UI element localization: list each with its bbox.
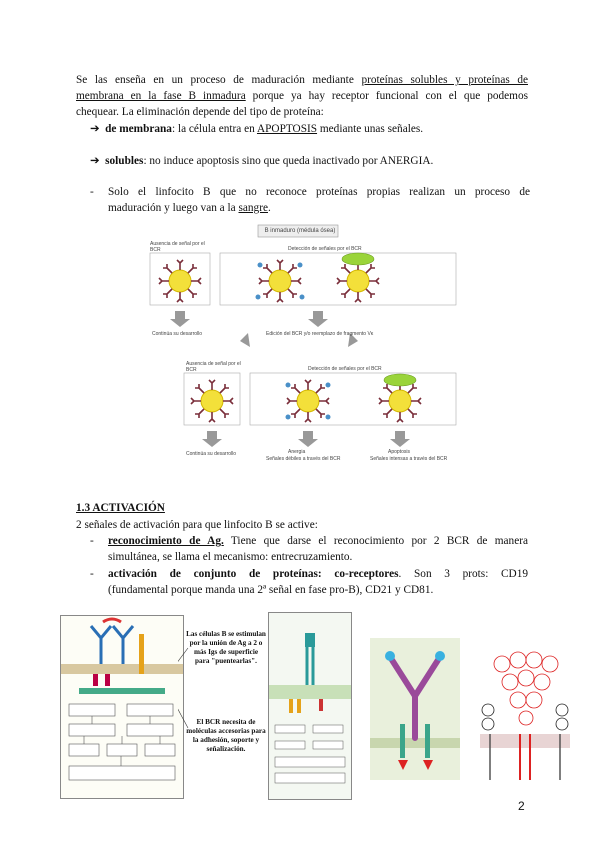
section-item-1 [90,533,528,565]
ig-domain-schematic [480,650,570,796]
fig1-right-label: Detección de señales por el BCR [288,246,362,252]
connector-lines [178,640,218,740]
fig1-final-mid-title: Anergia [288,449,306,455]
crosslink-note: Las células B se estimulan por la unión de Ag a 2 o más Igs de superficie para "puentearlas". [186,630,266,665]
item2-text2: (fundamental porque manda una 2ª señal en fase pro-B), CD21 y CD81. [108,584,434,596]
intro-line1-b: proteínas solubles y proteínas de [361,74,528,86]
dash-marker: - [90,186,94,198]
item2-bold: activación de conjunto de proteínas: co-receptores [108,568,399,580]
maturation-diagram [148,223,458,473]
fig1-bottom-left: Continúa su desarrollo [152,331,203,337]
dash-end: . [267,202,271,214]
dash-item [90,184,530,216]
item1-bold: reconocimiento de Ag. [108,535,224,547]
section-item-2 [90,566,528,598]
fig1-final-right-title: Apoptosis [388,449,410,455]
item1-text2: simultánea, se llama el mecanismo: entrecruzamiento. [108,551,353,563]
fig1-row2-left-label: Ausencia de señal por el BCR [186,361,241,373]
bullet-solubles [90,153,530,169]
section-intro: 2 señales de activación para que linfocito B se active: [76,519,318,531]
page-number: 2 [518,799,525,813]
intro-line2-a: membrana en la fase B inmadura [76,90,246,102]
antibody-structure-image [370,638,460,780]
arrow-right-icon: ➔ [90,155,100,167]
dash-marker: - [90,568,94,580]
intro-line1-a: Se las enseña en un proceso de maduración mediante [76,74,362,86]
bullet-membrana [90,121,530,137]
bcr-complex-diagram [268,612,352,800]
item1-text1: Tiene que darse el reconocimiento por 2 BCR de manera [223,535,528,547]
fig1-final-left: Continúa su desarrollo [186,451,237,457]
bullet-bold: solubles [105,155,144,167]
fig1-title: B inmaduro (médula ósea) [264,228,336,234]
bcr-crosslinking-diagram [60,615,184,799]
arrow-right-icon: ➔ [90,123,100,135]
bullet-text-end: mediante unas señales. [317,123,424,135]
b-cell-maturation-figure [148,223,458,473]
section-heading: 1.3 ACTIVACIÓN [76,502,165,514]
dash-line1: Solo el linfocito B que no reconoce proteínas propias realizan un proceso de [108,186,530,198]
bcr-complex-art [269,613,351,799]
ig-domain-art [480,650,570,796]
bcr-diagram-art [61,616,183,798]
bcr-accessory-note: El BCR necesita de moléculas accesorias para la adhesión, soporte y señalización. [186,718,266,753]
dash-marker: - [90,535,94,547]
item2-text1: . Son 3 prots: CD19 [398,568,528,580]
antibody-art [370,638,460,780]
dash-line2: maduración y luego van a la [108,202,239,214]
intro-line3: chequear. La eliminación depende del tipo de proteína: [76,106,324,118]
bullet-text: : no induce apoptosis sino que queda inactivado por ANERGIA. [143,155,434,167]
fig1-row2-right-label: Detección de señales por el BCR [308,366,382,372]
fig1-left-label: Ausencia de señal por el BCR [150,241,205,253]
intro-line2-b: porque ya hay receptor funcional con el que podemos [245,90,528,102]
fig1-final-right: Señales intensas a través del BCR [370,456,448,462]
intro-paragraph [76,72,528,120]
bullet-bold: de membrana [105,123,172,135]
fig1-final-mid: Señales débiles a través del BCR [266,456,341,462]
dash-underlined: sangre [238,202,268,214]
fig1-bottom-mid: Edición del BCR y/o reemplazo de fragmento Vκ [266,331,374,337]
bullet-text: : la célula entra en [171,123,257,135]
bullet-underlined: APOPTOSIS [256,123,318,135]
